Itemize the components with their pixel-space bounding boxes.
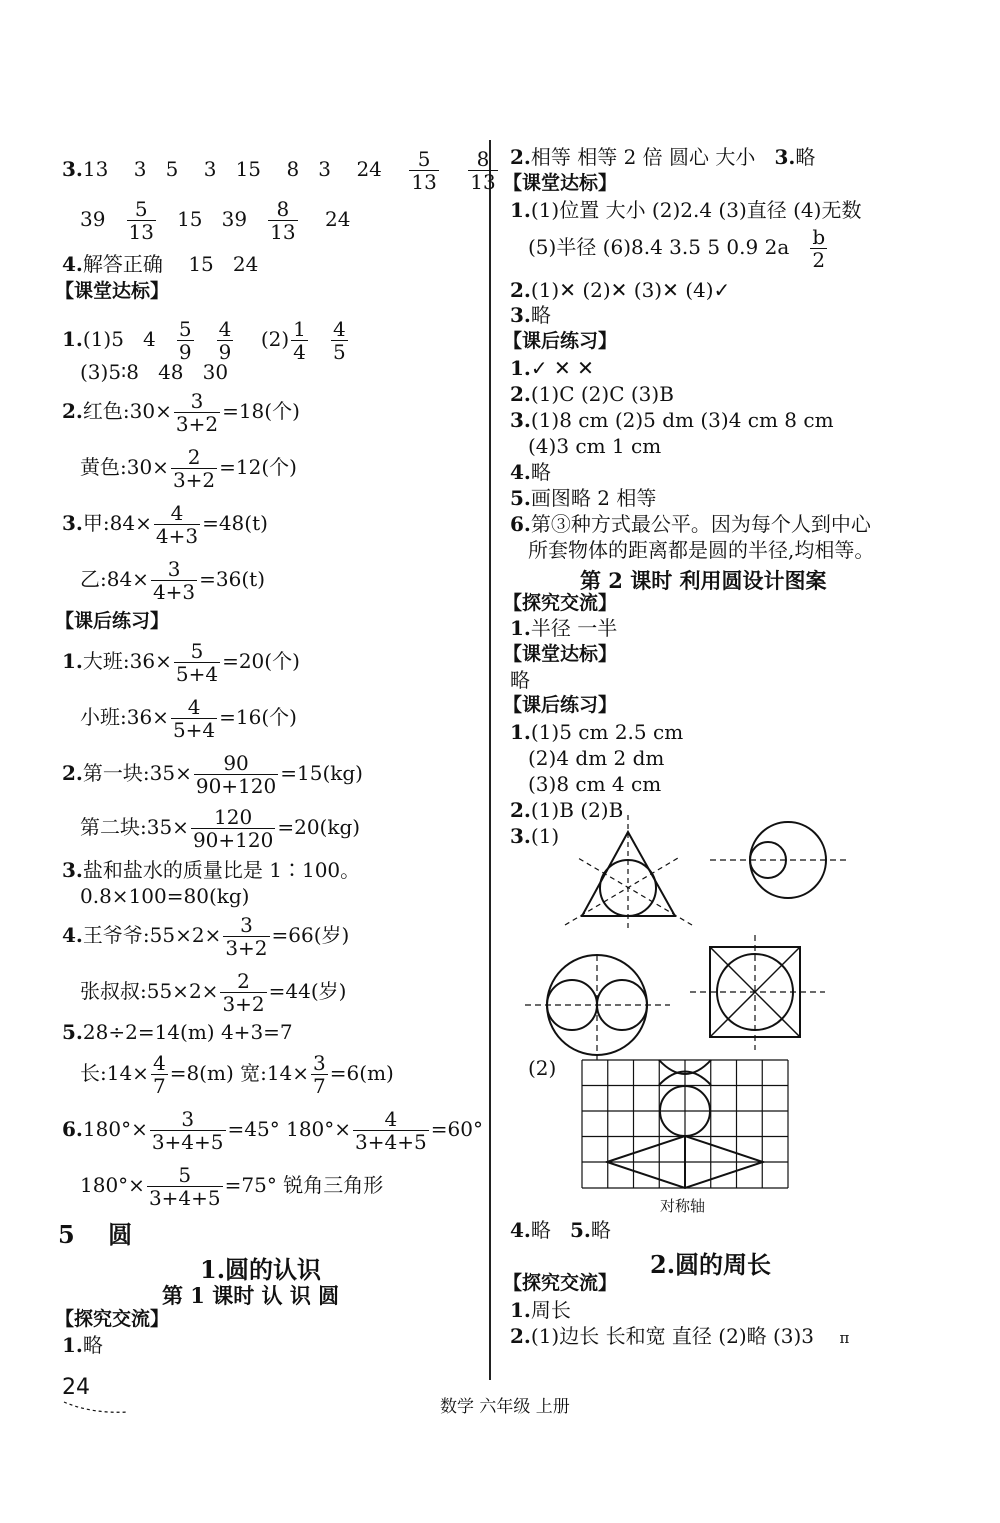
l3a-line: 3.甲:84× $\frac{4}{4+3}$ =48(t) <box>62 501 268 548</box>
nested-circles-figure <box>710 820 850 910</box>
fraction: $\frac{8}{13}$ <box>470 147 496 194</box>
c1a-line: 1.(1)位置 大小 (2)2.4 (3)直径 (4)无数 <box>510 198 862 222</box>
l1-line: 1.(1)5 4 $\frac{5}{9}$ $\frac{4}{9}$ (2) $\frac{1}{4}$ $\frac{4}{5}$ <box>62 317 346 364</box>
fraction: $\frac{4}{4+3}$ <box>155 501 199 548</box>
footer-text: 数学 六年级 上册 <box>440 1397 570 1417</box>
c2-line: 2.(1)✕ (2)✕ (3)✕ (4)✓ <box>510 278 731 302</box>
fraction: $\frac{3}{4+3}$ <box>152 557 196 604</box>
p3-line: 3.(1) <box>510 824 560 848</box>
symmetry-axis-label: 对称轴 <box>660 1197 706 1215</box>
k6b-line: 180°× $\frac{5}{3+4+5}$ =75° 锐角三角形 <box>80 1163 384 1210</box>
h5-line: 5.画图略 2 相等 <box>510 486 657 510</box>
fraction: $\frac{5}{5+4}$ <box>175 639 219 686</box>
l1b-line: (3)5∶8 48 30 <box>80 360 229 384</box>
fraction: $\frac{3}{3+2}$ <box>225 913 268 960</box>
q4-line: 4.解答正确 15 24 <box>62 252 259 276</box>
d1-line: 略 <box>510 668 530 692</box>
period-title: 第 2 课时 利用圆设计图案 <box>580 568 827 593</box>
page-number: 24 <box>62 1375 90 1400</box>
section-heading: 【探究交流】 <box>55 1308 170 1330</box>
p1a-line: 1.(1)5 cm 2.5 cm <box>510 720 684 744</box>
section-heading: 【课后练习】 <box>55 610 170 632</box>
k3a-line: 3.盐和盐水的质量比是 1∶100。 <box>62 858 361 882</box>
fraction: $\frac{4}{5}$ <box>332 317 346 364</box>
section-heading: 【课后练习】 <box>503 330 618 352</box>
fraction: $\frac{90}{90+120}$ <box>195 751 277 798</box>
k1b-line: 小班:36× $\frac{4}{5+4}$ =16(个) <box>80 695 297 742</box>
p4-line: 4.略 5.略 <box>510 1218 611 1242</box>
triangle-circle-figure <box>560 810 700 935</box>
p1b-line: (2)4 dm 2 dm <box>528 746 665 770</box>
fraction: $\frac{2}{3+2}$ <box>222 969 265 1016</box>
section-heading: 【课堂达标】 <box>503 643 618 665</box>
k3b-line: 0.8×100=80(kg) <box>80 884 250 908</box>
k4b-line: 张叔叔:55×2× $\frac{2}{3+2}$ =44(岁) <box>80 969 347 1016</box>
unit-heading: 5 圆 <box>58 1220 133 1249</box>
page-number-swoosh <box>62 1398 132 1418</box>
h6a-line: 6.第③种方式最公平。因为每个人到中心 <box>510 512 871 536</box>
l2b-line: 黄色:30× $\frac{2}{3+2}$ =12(个) <box>80 445 297 492</box>
fraction: $\frac{4}{5+4}$ <box>172 695 216 742</box>
grid-pattern-figure <box>580 1058 790 1193</box>
h3a-line: 3.(1)8 cm (2)5 dm (3)4 cm 8 cm <box>510 408 834 432</box>
p2-line: 2.(1)B (2)B <box>510 798 624 822</box>
lesson-title: 2.圆的周长 <box>650 1250 772 1279</box>
fraction: $\frac{b}{2}$ <box>812 225 826 272</box>
fraction: $\frac{3}{3+4+5}$ <box>151 1107 224 1154</box>
q3-line2: 39 $\frac{5}{13}$ 15 39 $\frac{8}{13}$ 24 <box>80 197 351 244</box>
fraction: $\frac{1}{4}$ <box>293 317 306 364</box>
fraction: $\frac{5}{13}$ <box>411 147 437 194</box>
two-circles-figure <box>525 955 670 1060</box>
k1a-line: 1.大班:36× $\frac{5}{5+4}$ =20(个) <box>62 639 300 686</box>
fraction: $\frac{4}{7}$ <box>152 1051 166 1098</box>
k2b-line: 第二块:35× $\frac{120}{90+120}$ =20(kg) <box>80 805 361 852</box>
k4a-line: 4.王爷爷:55×2× $\frac{3}{3+2}$ =66(岁) <box>62 913 350 960</box>
h4-line: 4.略 <box>510 460 551 484</box>
column-divider <box>489 140 491 1380</box>
fraction: $\frac{5}{9}$ <box>178 317 192 364</box>
section-heading: 【课后练习】 <box>503 694 618 716</box>
k2a-line: 2.第一块:35× $\frac{90}{90+120}$ =15(kg) <box>62 751 363 798</box>
period-title: 第 1 课时 认 识 圆 <box>162 1283 340 1308</box>
q3-line: 3.13 3 5 3 15 8 3 24 $\frac{5}{13}$ $\frac{8}{13}$ <box>62 147 496 194</box>
fraction: $\frac{5}{3+4+5}$ <box>148 1163 221 1210</box>
section-heading: 【课堂达标】 <box>55 280 170 302</box>
square-circle-figure <box>690 935 840 1050</box>
fraction: $\frac{4}{3+4+5}$ <box>355 1107 427 1154</box>
fraction: $\frac{3}{3+2}$ <box>175 389 219 436</box>
q2-line: 2.(1)边长 长和宽 直径 (2)略 (3)3 π <box>510 1324 850 1348</box>
fraction: $\frac{5}{13}$ <box>128 197 154 244</box>
q1-line: 1.周长 <box>510 1298 571 1322</box>
fraction: $\frac{120}{90+120}$ <box>192 805 274 852</box>
h1-line: 1.✓ ✕ ✕ <box>510 356 594 380</box>
lesson-title: 1.圆的认识 <box>200 1255 322 1284</box>
r2-line: 2.相等 相等 2 倍 圆心 大小 3.略 <box>510 145 816 169</box>
section-heading: 【探究交流】 <box>503 592 618 614</box>
e1-line: 1.半径 一半 <box>510 616 618 640</box>
k5a-line: 5.28÷2=14(m) 4+3=7 <box>62 1020 293 1044</box>
l3b-line: 乙:84× $\frac{3}{4+3}$ =36(t) <box>80 557 266 604</box>
p1c-line: (3)8 cm 4 cm <box>528 772 662 796</box>
fraction: $\frac{3}{7}$ <box>313 1051 326 1098</box>
k6a-line: 6.180°× $\frac{3}{3+4+5}$ =45° 180°× $\frac{4}{3+4+5}$ =60° <box>62 1107 483 1154</box>
section-heading: 【课堂达标】 <box>503 172 618 194</box>
section-heading: 【探究交流】 <box>503 1272 618 1294</box>
fraction: $\frac{2}{3+2}$ <box>172 445 216 492</box>
c3-line: 3.略 <box>510 303 551 327</box>
k5b-line: 长:14× $\frac{4}{7}$ =8(m) 宽:14× $\frac{3}{7}$ =6(m) <box>80 1051 394 1098</box>
h2-line: 2.(1)C (2)C (3)B <box>510 382 674 406</box>
h6b-line: 所套物体的距离都是圆的半径,均相等。 <box>528 538 875 562</box>
l2a-line: 2.红色:30× $\frac{3}{3+2}$ =18(个) <box>62 389 300 436</box>
p3b-label: (2) <box>528 1056 557 1080</box>
fraction: $\frac{4}{9}$ <box>218 317 232 364</box>
t1-line: 1.略 <box>62 1333 103 1357</box>
fraction: $\frac{8}{13}$ <box>270 197 296 244</box>
h3b-line: (4)3 cm 1 cm <box>528 434 662 458</box>
c1b-line: (5)半径 (6)8.4 3.5 5 0.9 2a $\frac{b}{2}$ <box>528 225 826 272</box>
